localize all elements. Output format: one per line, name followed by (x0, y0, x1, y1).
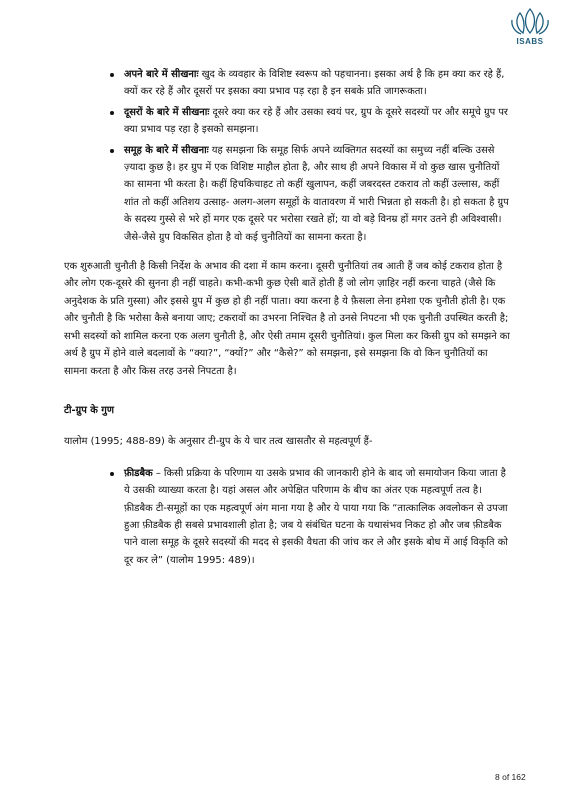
list-item (124, 66, 510, 101)
learning-bullets (64, 66, 510, 246)
properties-bullets (64, 465, 510, 569)
bullet-term: अपने बारे में सीखनाः (124, 69, 199, 80)
bullet-text: – किसी प्रक्रिया के परिणाम या उसके प्रभाव की जानकारी होने के बाद जो समायोजन किया जाता है ये उसकी व्याख्या करता है। यहां असल और अपेक्षित परिणाम के बीच का अंतर एक महत्वपूर्ण तत्व है। फ़ीडबैक टी-समूहों का एक महत्वपूर्ण अंग माना गया है और ये पाया गया कि “तात्कालिक अवलोकन से उपजा हुआ फ़ीडबैक ही सबसे प्रभावशाली होता है; जब ये संबंधित घटना के यथासंभव निकट हो और जब फ़ीडबैक पाने वाला समूह के दूसरे सदस्यों की मदद से इसकी वैधता की जांच कर ले और इसके बोध में आई विकृति को दूर कर ले” (यालोम 1995: 489)। (124, 467, 508, 566)
intro-paragraph: यालोम (1995; 488-89) के अनुसार टी-ग्रुप के ये चार तत्व खासतौर से महत्वपूर्ण हैं- (64, 436, 373, 448)
challenges-paragraph: एक शुरुआती चुनौती है किसी निर्देश के अभाव की दशा में काम करना। दूसरी चुनौतियां तब आती हैं जब कोई टकराव होता है और लोग एक-दूसरे की सुनना ही नहीं चाहते। कभी-कभी कुछ ऐसी बातें होती हैं जो लोग ज़ाहिर नहीं करना चाहते (जैसे कि अनुदेशक के प्रति गुस्सा) और इससे ग्रुप में कुछ हो ही नहीं पाता। क्या करना है ये फ़ैसला लेना हमेशा एक चुनौती होती है। एक और चुनौती है कि भरोसा कैसे बनाया जाए; टकरावों का उभरना निश्चित है तो उनसे निपटना भी एक चुनौती उपस्थित करती है; सभी सदस्यों को शामिल करना एक अलग चुनौती है, और ऐसी तमाम दूसरी चुनौतियां। कुल मिला कर किसी ग्रुप को समझने का अर्थ है ग्रुप में होने वाले बदलावों के “क्या?”, “क्यों?” और “कैसे?” को समझना, इसे समझना कि वो किन चुनौतियों का सामना करता है और किस तरह उनसे निपटता है। (64, 261, 510, 377)
list-item (124, 465, 510, 569)
bullet-term: दूसरों के बारे में सीखनाः (124, 106, 210, 118)
bullet-text: खुद के व्यवहार के विशिष्ट स्वरूप को पहचानना। इसका अर्थ है कि हम क्या कर रहे हैं, क्यों कर रहे हैं और दूसरों पर इसका क्या प्रभाव पड़ रहा है इन सबके प्रति जागरूकता। (124, 69, 505, 98)
section-heading: टी-ग्रुप के गुण (64, 404, 114, 416)
document-body (64, 66, 510, 572)
bullet-text: यह समझना कि समूह सिर्फ अपने व्यक्तिगत सदस्यों का समुच्य नहीं बल्कि उससे ज़्यादा कुछ है। हर ग्रुप में एक विशिष्ट माहौल होता है, और साथ ही अपने विकास में वो कुछ खास चुनौतियों का सामना भी करता है। कहीं हिचकिचाहट तो कहीं खुलापन, कहीं जबरदस्त टकराव तो कहीं उल्लास, कहीं शांत तो कहीं अतिशय उत्साह- अलग-अलग समूहों के वातावरण में भारी भिन्नता हो सकती है। हो सकता है ग्रुप के सदस्य गुस्से से भरे हों मगर एक दूसरे पर भरोसा रखते हों; या वो बड़े विनम्र हों मगर उतने ही अविश्वासी। जैसे-जैसे ग्रुप विकसित होता है वो कई चुनौतियों का सामना करता है। (124, 144, 509, 243)
bullet-text: दूसरे क्या कर रहे हैं और उसका स्वयं पर, ग्रुप के दूसरे सदस्यों पर और समूचे ग्रुप पर क्या प्रभाव पड़ रहा है इसको समझना। (124, 106, 508, 136)
page-number: 8 of 162 (495, 772, 526, 782)
bullet-term: समूह के बारे में सीखनाः (124, 144, 209, 156)
list-item (124, 142, 510, 246)
bullet-term: फ़ीडबैक (124, 467, 153, 479)
list-item (124, 104, 510, 139)
isabs-logo (505, 6, 555, 50)
logo-text: ISABS (516, 37, 544, 46)
lotus-icon (509, 6, 551, 36)
